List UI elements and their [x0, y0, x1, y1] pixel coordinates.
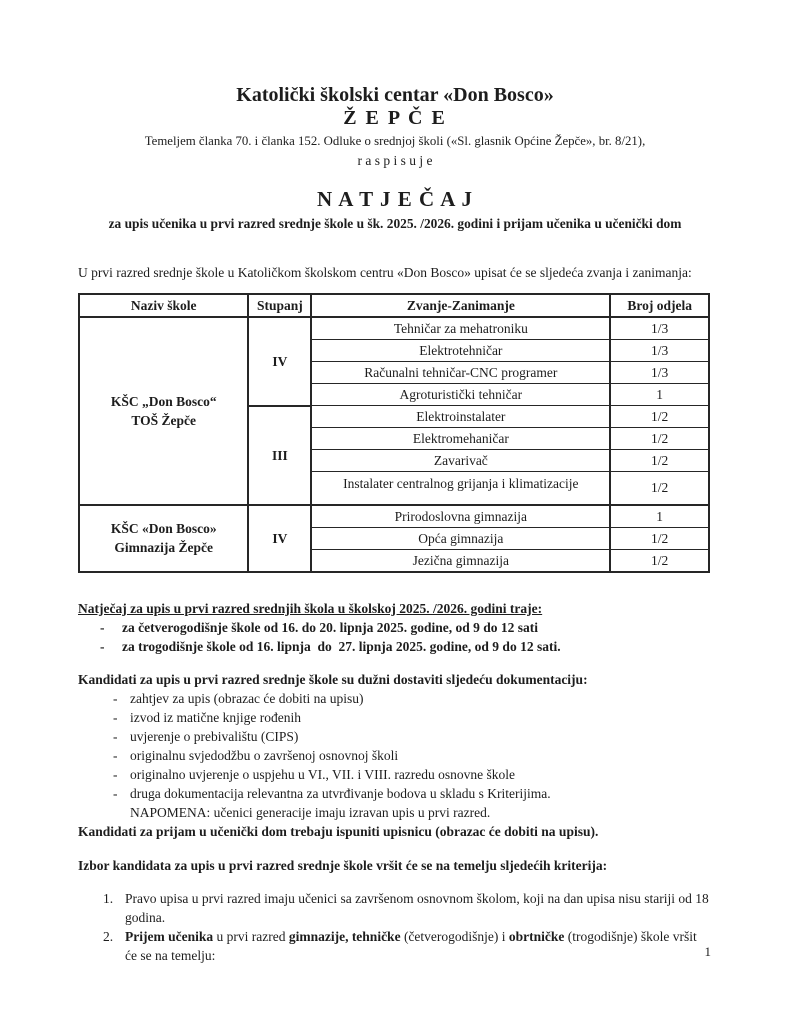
document-item-text: druga dokumentacija relevantna za utvrđivanje bodova u skladu s Kriterijima.	[130, 785, 551, 801]
criteria-item-2-regular-3: (trogodišnje) škole vršit će se na temelju:	[125, 928, 697, 963]
departments-cell: 1/2	[610, 428, 709, 450]
duration-list	[78, 618, 712, 656]
criteria-heading: Izbor kandidata za upis u prvi razred srednje škole vršit će se na temelju sljedećih kriterija:	[78, 857, 608, 873]
profession-cell: Prirodoslovna gimnazija	[311, 505, 610, 528]
document-item	[113, 746, 712, 765]
school-name-line2: Gimnazija Žepče	[114, 540, 214, 555]
departments-cell: 1/3	[610, 340, 709, 362]
level-cell: IV	[248, 317, 311, 406]
duration-item-text: za trogodišnje škole od 16. lipnja do 27. lipnja 2025. godine, od 9 do 12 sati.	[122, 638, 561, 654]
announces-line: r a s p i s u j e	[357, 153, 433, 168]
document-item-text: uvjerenje o prebivalištu (CIPS)	[130, 728, 299, 744]
profession-cell: Opća gimnazija	[311, 527, 610, 549]
document-item-text: zahtjev za upis (obrazac će dobiti na upisu)	[130, 690, 364, 706]
criteria-item-1	[103, 889, 712, 927]
documents-heading: Kandidati za upis u prvi razred srednje škole su dužni dostaviti sljedeću dokumentaciju:	[78, 671, 588, 687]
table-row	[79, 505, 709, 528]
duration-section	[78, 599, 712, 656]
school-name-cell	[79, 505, 248, 572]
notice-subtitle: za upis učenika u prvi razred srednje škole u šk. 2025. /2026. godini i prijam učenika u učenički dom	[108, 216, 682, 231]
criteria-item-2-regular-1: u prvi razred	[213, 928, 289, 944]
bullet-dash: -	[113, 785, 118, 801]
duration-heading: Natječaj za upis u prvi razred srednjih škola u školskoj 2025. /2026. godini traje:	[78, 600, 543, 616]
departments-cell: 1/2	[610, 406, 709, 428]
column-header-naziv-skole: Naziv škole	[79, 294, 248, 317]
departments-cell: 1/2	[610, 450, 709, 472]
dorm-requirement-line: Kandidati za prijam u učenički dom trebaju ispuniti upisnicu (obrazac će dobiti na upisu).	[78, 823, 599, 839]
document-item	[113, 689, 712, 708]
bullet-dash: -	[113, 690, 118, 706]
criteria-item-2-bold-2: gimnazije, tehničke	[288, 928, 401, 944]
document-item-text: izvod iz matične knjige rođenih	[130, 709, 301, 725]
table-header-row	[79, 294, 709, 317]
document-item-text: originalno uvjerenje o uspjehu u VI., VII. i VIII. razredu osnovne škole	[130, 766, 516, 782]
school-name-line1: KŠC „Don Bosco“	[110, 393, 217, 409]
criteria-item-1-text: Pravo upisa u prvi razred imaju učenici sa završenom osnovnom školom, koji na dan upisa nisu stariji od 18 godina.	[125, 890, 709, 925]
city-line: Ž E P Č E	[343, 107, 447, 129]
bullet-dash: -	[113, 747, 118, 763]
departments-cell: 1	[610, 505, 709, 528]
criteria-section	[78, 856, 712, 965]
bullet-dash: -	[113, 766, 118, 782]
bullet-dash: -	[100, 619, 105, 635]
document-item	[113, 784, 712, 803]
list-number: 2.	[103, 928, 114, 944]
document-item	[113, 708, 712, 727]
legal-basis-line: Temeljem članka 70. i članka 152. Odluke o srednjoj školi («Sl. glasnik Općine Žepče», br. 8/21),	[144, 134, 646, 148]
departments-cell: 1/2	[610, 549, 709, 572]
criteria-list	[78, 889, 712, 965]
bullet-dash: -	[100, 638, 105, 654]
document-title: Katolički školski centar «Don Bosco»	[236, 84, 554, 106]
enrollment-table	[78, 293, 710, 573]
duration-item	[100, 637, 712, 656]
column-header-zvanje-zanimanje: Zvanje-Zanimanje	[311, 294, 610, 317]
profession-cell: Agroturistički tehničar	[311, 384, 610, 406]
document-item-text: originalnu svjedodžbu o završenoj osnovnoj školi	[130, 747, 399, 763]
table-row	[79, 317, 709, 340]
intro-paragraph: U prvi razred srednje škole u Katoličkom školskom centru «Don Bosco» upisat će se sljedeća zvanja i zanimanja:	[78, 265, 692, 280]
criteria-item-2-text	[125, 927, 712, 965]
bullet-dash: -	[113, 709, 118, 725]
profession-cell: Elektroinstalater	[311, 406, 610, 428]
profession-cell: Elektrotehničar	[311, 340, 610, 362]
school-name-line1: KŠC «Don Bosco»	[110, 521, 217, 536]
profession-cell: Elektromehaničar	[311, 428, 610, 450]
criteria-item-2-bold-1: Prijem učenika	[125, 928, 214, 944]
document-item	[113, 765, 712, 784]
column-header-stupanj: Stupanj	[248, 294, 311, 317]
profession-cell: Jezična gimnazija	[311, 549, 610, 572]
profession-cell: Računalni tehničar-CNC programer	[311, 362, 610, 384]
list-number: 1.	[103, 890, 114, 906]
school-name-cell	[79, 317, 248, 505]
documents-list	[78, 689, 712, 803]
column-header-broj-odjela: Broj odjela	[610, 294, 709, 317]
criteria-item-2-bold-3: obrtničke	[508, 928, 565, 944]
departments-cell: 1	[610, 384, 709, 406]
profession-cell: Tehničar za mehatroniku	[311, 317, 610, 340]
page-number: 1	[704, 944, 711, 959]
level-cell: IV	[248, 505, 311, 572]
duration-item	[100, 618, 712, 637]
departments-cell: 1/2	[610, 472, 709, 505]
document-content	[78, 84, 712, 965]
profession-cell: Zavarivač	[311, 450, 610, 472]
documents-section	[78, 670, 712, 841]
note-line: NAPOMENA: učenici generacije imaju izravan upis u prvi razred.	[130, 804, 491, 820]
duration-item-text: za četverogodišnje škole od 16. do 20. lipnja 2025. godine, od 9 do 12 sati	[122, 619, 539, 635]
criteria-item-2	[103, 927, 712, 965]
profession-cell: Instalater centralnog grijanja i klimatizacije	[311, 472, 610, 505]
bullet-dash: -	[113, 728, 118, 744]
level-cell: III	[248, 406, 311, 505]
departments-cell: 1/2	[610, 527, 709, 549]
criteria-item-2-regular-2: (četverogodišnje) i	[400, 928, 509, 944]
departments-cell: 1/3	[610, 362, 709, 384]
notice-title: N A T J E Č A J	[316, 187, 474, 211]
school-name-line2: TOŠ Žepče	[131, 412, 197, 428]
document-item	[113, 727, 712, 746]
departments-cell: 1/3	[610, 317, 709, 340]
